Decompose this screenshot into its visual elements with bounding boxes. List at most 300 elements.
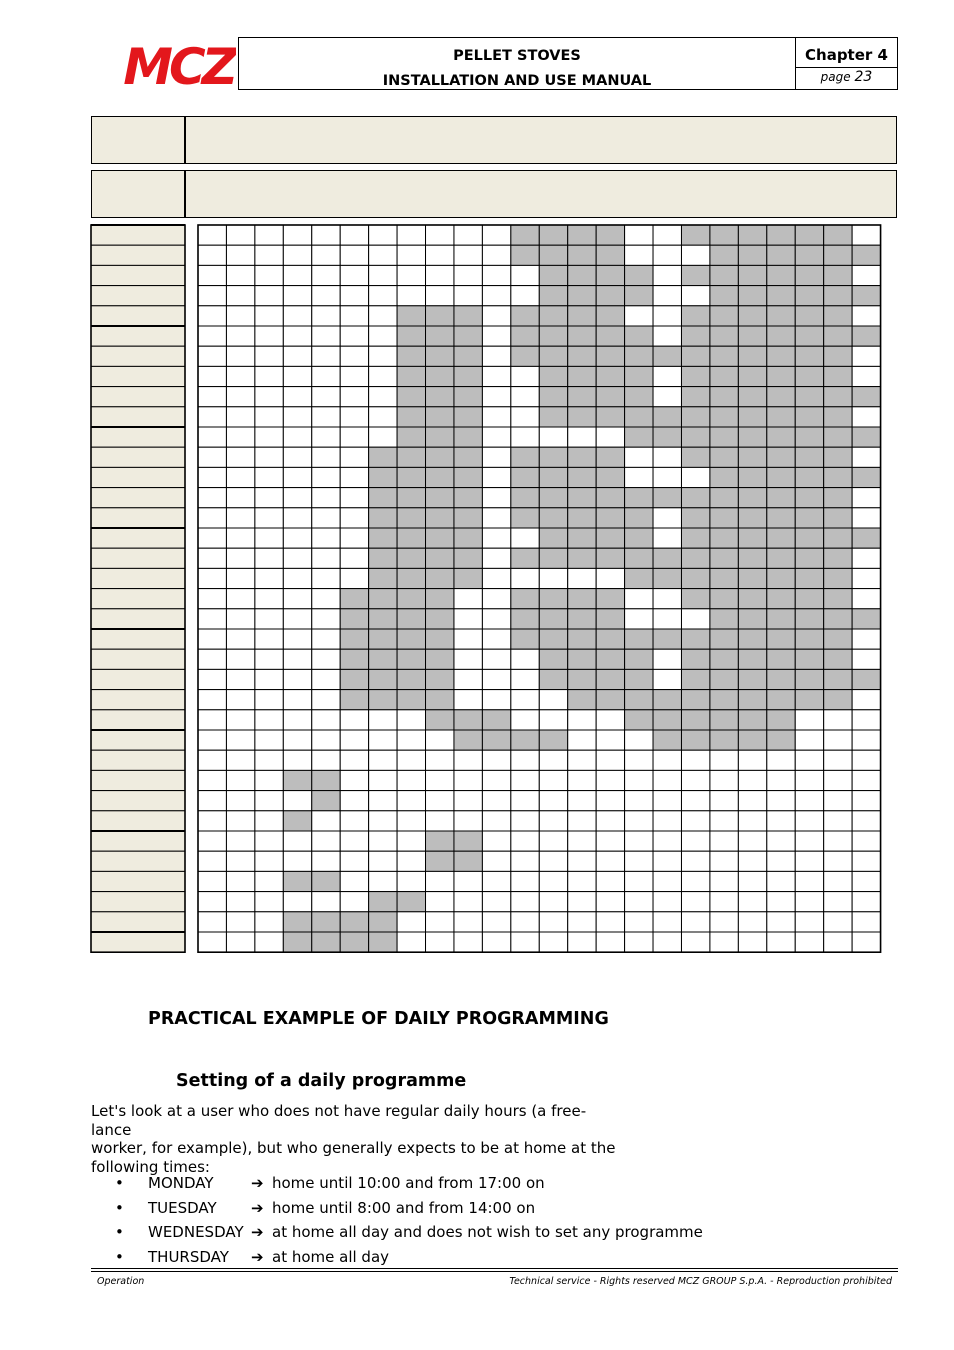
program-cell-off: [511, 669, 539, 689]
program-cell-on: [283, 811, 311, 831]
program-cell-on: [824, 467, 852, 487]
program-cell-off: [653, 467, 681, 487]
program-cell-off: [312, 669, 340, 689]
program-cell-off: [539, 710, 567, 730]
program-cell-off: [767, 851, 795, 871]
program-cell-on: [397, 589, 425, 609]
program-cell-on: [852, 669, 880, 689]
program-cell-on: [568, 326, 596, 346]
program-cell-on: [539, 387, 567, 407]
program-cell-off: [198, 568, 226, 588]
program-cell-on: [824, 589, 852, 609]
program-cell-on: [454, 730, 482, 750]
program-cell-off: [511, 811, 539, 831]
program-cell-off: [738, 932, 766, 952]
program-cell-off: [511, 387, 539, 407]
program-cell-off: [198, 730, 226, 750]
program-cell-on: [568, 407, 596, 427]
program-cell-off: [369, 387, 397, 407]
program-cell-off: [625, 851, 653, 871]
program-cell-off: [824, 851, 852, 871]
program-cell-off: [255, 690, 283, 710]
program-cell-off: [795, 831, 823, 851]
program-cell-off: [312, 366, 340, 386]
program-cell-on: [340, 589, 368, 609]
program-cell-off: [681, 245, 709, 265]
program-cell-off: [255, 245, 283, 265]
program-cell-off: [283, 851, 311, 871]
program-cell-off: [852, 811, 880, 831]
program-cell-off: [511, 831, 539, 851]
program-cell-off: [767, 932, 795, 952]
program-cell-off: [482, 649, 510, 669]
program-cell-on: [710, 710, 738, 730]
program-cell-off: [568, 892, 596, 912]
program-cell-on: [710, 407, 738, 427]
program-cell-off: [255, 770, 283, 790]
program-cell-on: [596, 508, 624, 528]
program-cell-on: [539, 629, 567, 649]
program-cell-off: [681, 871, 709, 891]
program-cell-off: [824, 710, 852, 730]
program-cell-on: [397, 669, 425, 689]
program-cell-off: [312, 427, 340, 447]
program-cell-off: [226, 932, 254, 952]
program-cell-on: [824, 508, 852, 528]
program-cell-off: [454, 912, 482, 932]
program-cell-on: [767, 286, 795, 306]
footer-copyright: Technical service - Rights reserved MCZ GROUP S.p.A. - Reproduction prohibited: [509, 1276, 892, 1287]
program-cell-off: [369, 265, 397, 285]
program-cell-on: [397, 366, 425, 386]
program-cell-off: [511, 568, 539, 588]
program-cell-off: [482, 770, 510, 790]
program-cell-off: [283, 407, 311, 427]
program-cell-on: [710, 690, 738, 710]
program-cell-off: [340, 407, 368, 427]
program-cell-off: [312, 407, 340, 427]
program-cell-off: [738, 851, 766, 871]
program-cell-off: [738, 811, 766, 831]
program-cell-off: [226, 589, 254, 609]
program-cell-on: [710, 427, 738, 447]
program-cell-off: [198, 548, 226, 568]
program-cell-off: [795, 892, 823, 912]
program-cell-off: [340, 528, 368, 548]
program-cell-off: [852, 568, 880, 588]
program-cell-on: [852, 467, 880, 487]
program-cell-on: [454, 346, 482, 366]
paragraph-line: following times:: [91, 1157, 210, 1176]
program-cell-on: [710, 225, 738, 245]
program-cell-on: [625, 427, 653, 447]
program-cell-on: [426, 649, 454, 669]
program-cell-on: [710, 366, 738, 386]
program-cell-off: [226, 488, 254, 508]
program-cell-off: [283, 508, 311, 528]
program-cell-on: [681, 488, 709, 508]
program-cell-off: [426, 811, 454, 831]
program-cell-on: [710, 548, 738, 568]
program-cell-on: [369, 568, 397, 588]
program-cell-on: [767, 306, 795, 326]
program-cell-off: [226, 528, 254, 548]
row-label-cell: [91, 508, 185, 528]
program-cell-on: [824, 265, 852, 285]
row-label-cell: [91, 225, 185, 245]
program-cell-on: [511, 225, 539, 245]
program-cell-off: [340, 286, 368, 306]
program-cell-off: [482, 589, 510, 609]
program-cell-off: [226, 548, 254, 568]
program-cell-on: [454, 568, 482, 588]
program-cell-off: [539, 750, 567, 770]
program-cell-off: [482, 831, 510, 851]
program-cell-on: [681, 548, 709, 568]
program-cell-on: [539, 467, 567, 487]
program-cell-off: [681, 770, 709, 790]
program-cell-on: [795, 488, 823, 508]
program-cell-off: [482, 488, 510, 508]
program-cell-off: [198, 306, 226, 326]
program-cell-off: [226, 427, 254, 447]
program-cell-off: [255, 912, 283, 932]
program-cell-on: [454, 528, 482, 548]
program-cell-off: [226, 892, 254, 912]
program-cell-on: [767, 407, 795, 427]
program-cell-on: [710, 447, 738, 467]
program-cell-off: [511, 892, 539, 912]
program-cell-off: [795, 871, 823, 891]
program-cell-on: [767, 387, 795, 407]
program-cell-off: [482, 306, 510, 326]
program-cell-on: [511, 245, 539, 265]
program-cell-on: [397, 387, 425, 407]
program-cell-off: [596, 710, 624, 730]
program-cell-off: [795, 730, 823, 750]
program-cell-off: [198, 488, 226, 508]
program-cell-on: [539, 730, 567, 750]
program-cell-off: [283, 265, 311, 285]
program-cell-off: [795, 791, 823, 811]
program-cell-on: [539, 528, 567, 548]
program-cell-on: [681, 387, 709, 407]
program-cell-on: [767, 568, 795, 588]
program-cell-off: [482, 932, 510, 952]
row-label-cell: [91, 851, 185, 871]
program-cell-on: [738, 690, 766, 710]
program-cell-off: [653, 750, 681, 770]
program-cell-off: [482, 892, 510, 912]
program-cell-off: [454, 871, 482, 891]
program-cell-on: [710, 629, 738, 649]
program-cell-off: [255, 609, 283, 629]
program-cell-off: [312, 286, 340, 306]
program-cell-on: [596, 589, 624, 609]
program-cell-on: [824, 225, 852, 245]
program-cell-on: [511, 508, 539, 528]
program-cell-off: [681, 912, 709, 932]
program-cell-off: [824, 770, 852, 790]
program-cell-on: [511, 326, 539, 346]
program-cell-off: [283, 669, 311, 689]
program-cell-off: [369, 286, 397, 306]
arrow-icon: ➔: [251, 1198, 264, 1217]
program-cell-off: [397, 730, 425, 750]
program-cell-off: [511, 649, 539, 669]
program-cell-on: [596, 649, 624, 669]
program-cell-on: [454, 427, 482, 447]
program-cell-on: [738, 326, 766, 346]
program-cell-off: [255, 427, 283, 447]
program-cell-off: [283, 609, 311, 629]
program-cell-on: [369, 669, 397, 689]
program-cell-off: [625, 609, 653, 629]
program-cell-off: [198, 528, 226, 548]
program-cell-off: [312, 831, 340, 851]
program-cell-on: [795, 447, 823, 467]
program-cell-off: [426, 750, 454, 770]
program-cell-on: [795, 508, 823, 528]
program-cell-on: [681, 528, 709, 548]
row-label-cell: [91, 427, 185, 447]
program-cell-off: [482, 811, 510, 831]
program-cell-on: [511, 609, 539, 629]
row-label-cell: [91, 447, 185, 467]
row-label-cell: [91, 912, 185, 932]
program-cell-on: [369, 508, 397, 528]
program-cell-off: [454, 750, 482, 770]
program-cell-off: [255, 871, 283, 891]
arrow-icon: ➔: [251, 1174, 264, 1192]
program-cell-on: [738, 548, 766, 568]
program-cell-off: [255, 811, 283, 831]
program-cell-on: [340, 649, 368, 669]
program-cell-off: [596, 811, 624, 831]
program-cell-on: [283, 932, 311, 952]
program-cell-off: [312, 306, 340, 326]
program-cell-on: [312, 932, 340, 952]
program-cell-on: [625, 407, 653, 427]
program-cell-off: [226, 609, 254, 629]
program-cell-off: [625, 467, 653, 487]
program-cell-on: [312, 770, 340, 790]
program-cell-on: [539, 265, 567, 285]
program-cell-off: [426, 225, 454, 245]
program-cell-on: [454, 710, 482, 730]
program-cell-off: [767, 831, 795, 851]
program-cell-off: [312, 892, 340, 912]
program-cell-on: [738, 467, 766, 487]
program-cell-off: [482, 791, 510, 811]
program-cell-off: [795, 750, 823, 770]
program-cell-off: [482, 245, 510, 265]
program-cell-off: [511, 791, 539, 811]
program-cell-off: [852, 225, 880, 245]
program-cell-off: [681, 286, 709, 306]
program-cell-off: [369, 306, 397, 326]
program-cell-on: [710, 568, 738, 588]
program-cell-off: [482, 467, 510, 487]
program-cell-off: [625, 892, 653, 912]
program-cell-off: [255, 831, 283, 851]
program-cell-off: [226, 730, 254, 750]
program-cell-off: [369, 710, 397, 730]
program-cell-on: [625, 568, 653, 588]
program-cell-off: [539, 932, 567, 952]
program-cell-off: [539, 568, 567, 588]
program-cell-off: [283, 568, 311, 588]
program-cell-off: [596, 892, 624, 912]
program-cell-on: [369, 892, 397, 912]
program-cell-on: [568, 225, 596, 245]
program-cell-on: [767, 447, 795, 467]
program-cell-off: [226, 791, 254, 811]
program-cell-on: [795, 649, 823, 669]
program-cell-off: [340, 750, 368, 770]
row-label-cell: [91, 387, 185, 407]
program-cell-on: [738, 306, 766, 326]
program-cell-on: [454, 306, 482, 326]
program-cell-on: [795, 427, 823, 447]
program-cell-off: [283, 346, 311, 366]
program-cell-off: [283, 245, 311, 265]
program-cell-off: [283, 528, 311, 548]
program-cell-on: [710, 265, 738, 285]
program-cell-off: [852, 710, 880, 730]
program-cell-on: [795, 589, 823, 609]
program-cell-off: [312, 467, 340, 487]
program-cell-off: [738, 831, 766, 851]
program-cell-off: [312, 528, 340, 548]
program-cell-off: [226, 710, 254, 730]
program-cell-off: [511, 690, 539, 710]
program-cell-on: [767, 690, 795, 710]
program-cell-on: [568, 346, 596, 366]
program-cell-off: [369, 750, 397, 770]
program-cell-on: [340, 629, 368, 649]
program-cell-off: [198, 649, 226, 669]
program-cell-on: [738, 629, 766, 649]
program-cell-off: [226, 831, 254, 851]
program-cell-off: [710, 912, 738, 932]
program-cell-on: [568, 528, 596, 548]
program-cell-on: [625, 265, 653, 285]
program-cell-off: [738, 892, 766, 912]
program-cell-on: [824, 306, 852, 326]
program-cell-on: [369, 447, 397, 467]
program-cell-off: [397, 811, 425, 831]
program-cell-off: [340, 366, 368, 386]
program-cell-on: [824, 326, 852, 346]
program-cell-off: [226, 669, 254, 689]
program-cell-on: [369, 609, 397, 629]
program-cell-on: [653, 346, 681, 366]
program-cell-off: [625, 770, 653, 790]
program-cell-on: [681, 508, 709, 528]
program-cell-off: [226, 366, 254, 386]
program-cell-off: [340, 548, 368, 568]
program-cell-off: [283, 710, 311, 730]
program-cell-on: [511, 447, 539, 467]
program-cell-off: [482, 750, 510, 770]
program-cell-on: [738, 286, 766, 306]
program-cell-off: [596, 831, 624, 851]
program-cell-off: [312, 851, 340, 871]
program-cell-on: [568, 467, 596, 487]
program-cell-on: [767, 730, 795, 750]
program-cell-on: [283, 770, 311, 790]
program-cell-off: [824, 932, 852, 952]
row-label-cell: [91, 346, 185, 366]
program-cell-off: [482, 286, 510, 306]
program-cell-on: [539, 306, 567, 326]
program-cell-off: [511, 750, 539, 770]
program-cell-off: [255, 407, 283, 427]
program-cell-on: [625, 528, 653, 548]
row-label-cell: [91, 609, 185, 629]
program-cell-on: [824, 407, 852, 427]
program-cell-off: [710, 791, 738, 811]
program-cell-off: [482, 225, 510, 245]
program-cell-on: [710, 245, 738, 265]
program-cell-on: [511, 488, 539, 508]
program-cell-off: [767, 912, 795, 932]
program-cell-on: [795, 548, 823, 568]
row-label-cell: [91, 488, 185, 508]
program-cell-off: [511, 528, 539, 548]
program-cell-on: [539, 609, 567, 629]
program-cell-off: [426, 871, 454, 891]
program-cell-off: [738, 770, 766, 790]
program-cell-on: [596, 306, 624, 326]
chapter-label: Chapter 4: [796, 38, 897, 68]
program-cell-on: [312, 912, 340, 932]
program-cell-on: [568, 589, 596, 609]
program-cell-off: [596, 568, 624, 588]
program-cell-off: [625, 831, 653, 851]
program-cell-off: [198, 346, 226, 366]
program-cell-on: [454, 488, 482, 508]
program-cell-off: [255, 366, 283, 386]
program-cell-off: [568, 831, 596, 851]
program-cell-on: [596, 286, 624, 306]
program-cell-off: [596, 770, 624, 790]
program-cell-off: [397, 831, 425, 851]
program-cell-off: [426, 265, 454, 285]
program-cell-on: [824, 427, 852, 447]
program-cell-off: [369, 871, 397, 891]
program-cell-on: [710, 306, 738, 326]
program-cell-on: [653, 427, 681, 447]
program-cell-on: [681, 366, 709, 386]
program-cell-on: [426, 447, 454, 467]
program-cell-on: [738, 508, 766, 528]
program-cell-on: [482, 710, 510, 730]
program-cell-on: [738, 528, 766, 548]
program-cell-on: [852, 528, 880, 548]
program-cell-off: [397, 245, 425, 265]
program-cell-off: [824, 750, 852, 770]
program-cell-off: [653, 669, 681, 689]
program-cell-off: [653, 306, 681, 326]
program-cell-on: [596, 528, 624, 548]
program-cell-on: [397, 407, 425, 427]
program-cell-on: [426, 568, 454, 588]
program-cell-on: [568, 508, 596, 528]
program-cell-off: [397, 225, 425, 245]
program-cell-on: [340, 669, 368, 689]
